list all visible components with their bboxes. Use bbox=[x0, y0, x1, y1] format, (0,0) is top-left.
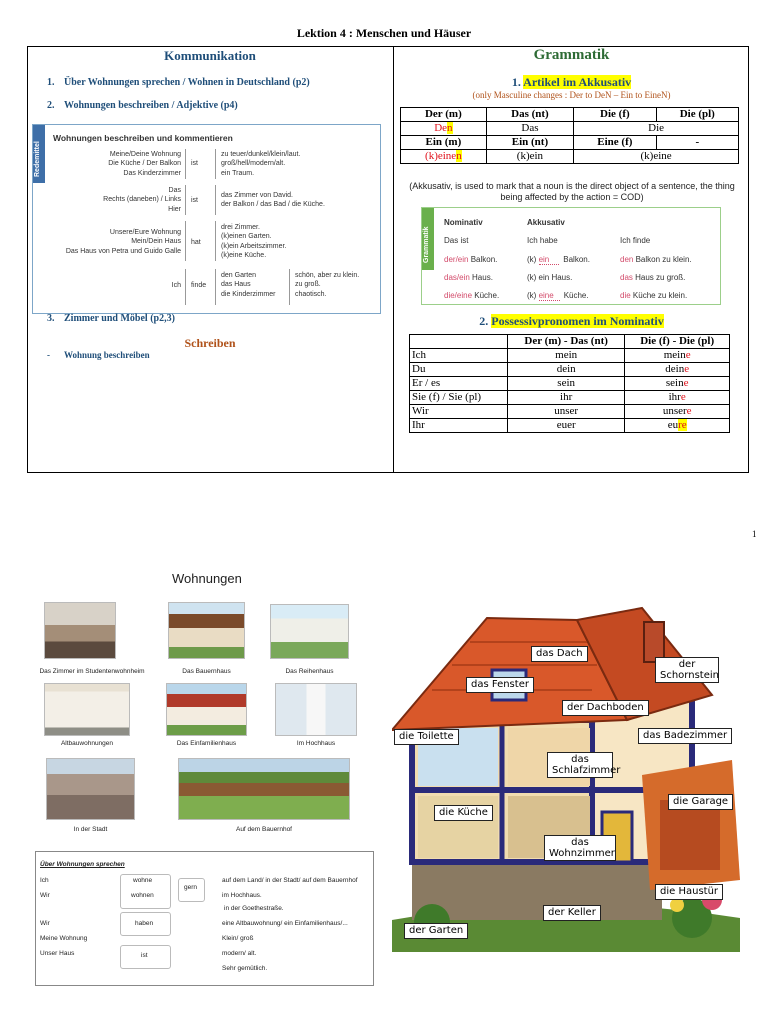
photo-altbauwohnungen bbox=[44, 683, 130, 736]
label-badezimmer: das Badezimmer bbox=[638, 728, 732, 744]
rede-g4-left: Ich bbox=[171, 282, 181, 289]
table-row: Du dein deine bbox=[410, 363, 730, 377]
komm-item-2: 2. Wohnungen beschreiben / Adjektive (p4) bbox=[47, 100, 238, 111]
rede-g4-bar2 bbox=[215, 269, 216, 305]
possessiv-table bbox=[409, 334, 730, 433]
rede-g4-extra: schön, aber zu klein. zu groß. chaotisch. bbox=[295, 272, 360, 298]
rede-g2-bar bbox=[185, 185, 186, 215]
rede-g1-right: zu teuer/dunkel/klein/laut. groß/hell/modern/alt. ein Traum. bbox=[221, 151, 301, 177]
redemittel-tab: Redemittel bbox=[33, 125, 45, 183]
rede-g3-bar bbox=[185, 221, 186, 261]
page-number: 1 bbox=[752, 529, 757, 539]
table-row: Er / es sein seine bbox=[410, 377, 730, 391]
komm-item-3: 3. Zimmer und Möbel (p2,3) bbox=[47, 313, 175, 324]
rede-g3-right: drei Zimmer. (k)einen Garten. (k)ein Arbeitszimmer. (k)eine Küche. bbox=[221, 224, 287, 260]
rede-g4-bar3 bbox=[289, 269, 290, 305]
label-fenster: das Fenster bbox=[466, 677, 534, 693]
photo-hochhaus bbox=[275, 683, 357, 736]
redemittel-heading: Wohnungen beschreiben und kommentieren bbox=[53, 133, 233, 143]
photo-einfamilienhaus bbox=[166, 683, 247, 736]
label-dach: das Dach bbox=[531, 646, 588, 662]
rede-g2-right: das Zimmer von David. der Balkon / das Bad / die Küche. bbox=[221, 192, 325, 209]
grammatik-heading: Grammatik bbox=[533, 47, 610, 63]
photo-studentenwohnheim bbox=[44, 602, 116, 659]
table-row: Ihr euer eure bbox=[410, 419, 730, 433]
table-row: Den Das Die bbox=[401, 122, 739, 136]
label-wohnzimmer: das Wohnzimmer bbox=[544, 835, 616, 861]
grammatik-sec1-note: (only Masculine changes : Der to DeN – Ein to EineN) bbox=[472, 90, 671, 100]
photo-bauernhof bbox=[178, 758, 350, 820]
grammatik-sec2-title: 2. Possessivpronomen im Nominativ bbox=[479, 314, 664, 328]
kommunikation-heading: Kommunikation bbox=[164, 48, 256, 63]
label-keller: der Keller bbox=[543, 905, 601, 921]
table-row: Der (m) Das (nt) Die (f) Die (pl) bbox=[401, 108, 739, 122]
label-toilette: die Toilette bbox=[394, 729, 459, 745]
label-haustuer: die Haustür bbox=[655, 884, 723, 900]
schreiben-heading: Schreiben bbox=[184, 336, 236, 350]
rede-g3-verb: hat bbox=[191, 239, 201, 246]
redemittel-box bbox=[32, 124, 381, 314]
label-kueche: die Küche bbox=[434, 805, 493, 821]
grammatik-sec1-title: 1. Artikel im Akkusativ bbox=[511, 75, 632, 89]
rede-g1-left: Meine/Deine Wohnung Die Küche / Der Balkon Das Kinderzimmer bbox=[108, 151, 181, 177]
schreiben-item: - Wohnung beschreiben bbox=[47, 350, 150, 360]
photo-stadt bbox=[46, 758, 135, 820]
label-garage: die Garage bbox=[668, 794, 733, 810]
label-dachboden: der Dachboden bbox=[562, 700, 649, 716]
akkusativ-explanation: (Akkusativ, is used to mark that a noun is the direct object of a sentence, the thing being affected by the action = COD) bbox=[409, 181, 735, 202]
rede-g1-verb: ist bbox=[191, 160, 198, 167]
table-row: (k)einen (k)ein (k)eine bbox=[401, 150, 739, 164]
label-garten: der Garten bbox=[404, 923, 468, 939]
table-row: Sie (f) / Sie (pl) ihr ihre bbox=[410, 391, 730, 405]
table-row: Ein (m) Ein (nt) Eine (f) - bbox=[401, 136, 739, 150]
page-title: Lektion 4 : Menschen und Häuser bbox=[296, 26, 472, 40]
photo-reihenhaus bbox=[270, 604, 349, 659]
photo-bauernhaus bbox=[168, 602, 245, 659]
wohnungen-heading: Wohnungen bbox=[172, 571, 242, 586]
rede-g4-verb: finde bbox=[191, 282, 207, 289]
rede-g1-bar2 bbox=[215, 149, 216, 179]
table-row: Der (m) - Das (nt) Die (f) - Die (pl) bbox=[410, 335, 730, 349]
rede-g2-bar2 bbox=[215, 185, 216, 215]
table-row: Wir unser unsere bbox=[410, 405, 730, 419]
grammatik-tab: Grammatik bbox=[422, 208, 434, 270]
column-divider bbox=[393, 46, 394, 473]
rede-g2-left: Das Rechts (daneben) / Links Hier bbox=[103, 187, 181, 213]
grammatik-box: Grammatik Nominativ Akkusativ Das ist Ich habe Ich finde der/ein Balkon. (k) ein Balkon. den Balkon zu klein. das/ein Haus. (k) ein Haus. das Haus zu groß. die/eine Küche. (k) eine Küche. die Küche zu klein. bbox=[421, 207, 721, 305]
label-schornstein: der Schornstein bbox=[655, 657, 719, 683]
akkusativ-table bbox=[400, 107, 739, 164]
komm-item-1: 1. Über Wohnungen sprechen / Wohnen in Deutschland (p2) bbox=[47, 77, 310, 88]
rede-g2-verb: ist bbox=[191, 197, 198, 204]
rede-g1-bar bbox=[185, 149, 186, 179]
rede-g3-left: Unsere/Eure Wohnung Mein/Dein Haus Das Haus von Petra und Guido Galle bbox=[65, 229, 181, 255]
table-row: Ich mein meine bbox=[410, 349, 730, 363]
rede-g3-bar2 bbox=[215, 221, 216, 261]
rede-g4-bar bbox=[185, 269, 186, 305]
rede-g4-right: den Garten das Haus die Kinderzimmer bbox=[221, 272, 276, 298]
label-schlafzimmer: das Schlafzimmer bbox=[547, 752, 613, 778]
ueber-wohnungen-box: Über Wohnungen sprechen Ich wohne auf dem Land/ in der Stadt/ auf dem Bauernhof Wir wohnen gern im Hochhaus. in der Goethestraße. Wir haben eine Altbauwohnung/ ein Einfamilienhaus/... Meine Wohnung Klein/ groß Unser Haus ist modern/ alt. Sehr gemütlich. bbox=[35, 851, 374, 986]
